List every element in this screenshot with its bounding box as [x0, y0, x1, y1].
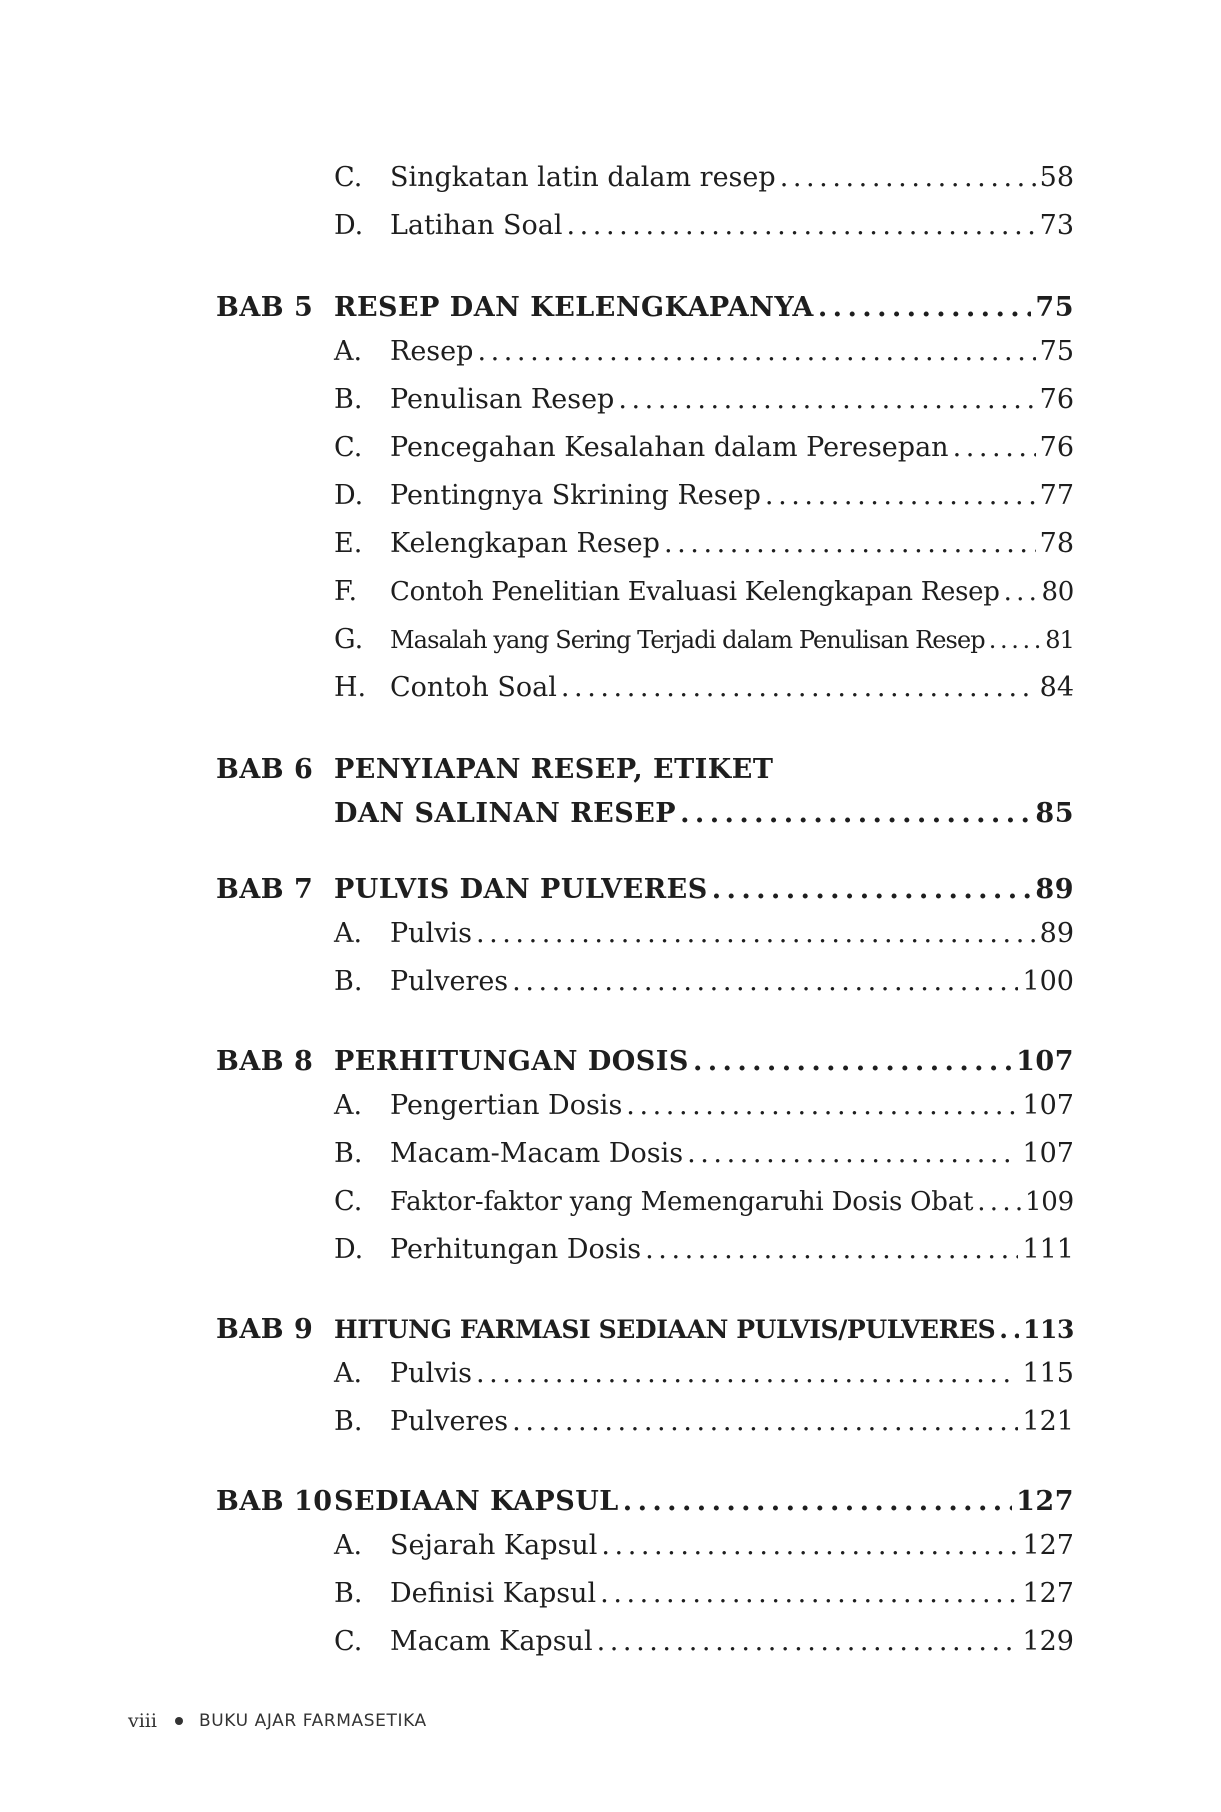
bullet-separator — [175, 1717, 183, 1725]
chapter-title: PERHITUNGAN DOSIS — [334, 1046, 689, 1077]
entry-page: 80 — [1041, 577, 1074, 607]
dot-leader — [645, 1230, 1018, 1270]
chapter-title-line1: PENYIAPAN RESEP, ETIKET — [334, 754, 774, 785]
entry-title: Resep — [390, 336, 474, 367]
chapter-page: 127 — [1016, 1486, 1074, 1517]
dot-leader — [712, 870, 1032, 910]
chapter-heading[interactable] — [0, 288, 1221, 328]
entry-page: 111 — [1022, 1234, 1074, 1265]
dot-leader — [765, 476, 1036, 516]
entry-title: Pulvis — [390, 918, 472, 949]
dot-leader — [1004, 572, 1038, 612]
chapter-page: 89 — [1035, 874, 1074, 905]
entry-page: 121 — [1022, 1406, 1074, 1437]
toc-entry[interactable] — [0, 428, 1221, 468]
entry-title: Faktor-faktor yang Memengaruhi Dosis Obat — [390, 1187, 974, 1217]
dot-leader — [680, 794, 1031, 834]
dot-leader — [512, 1402, 1018, 1442]
toc-entry[interactable] — [0, 572, 1221, 612]
entry-title: Macam Kapsul — [390, 1626, 593, 1657]
toc-entry[interactable] — [0, 206, 1221, 246]
dot-leader — [477, 332, 1035, 372]
chapter-title: SEDIAAN KAPSUL — [334, 1486, 619, 1517]
entry-letter: B. — [334, 384, 363, 415]
entry-page: 81 — [1045, 626, 1074, 654]
toc-entry[interactable] — [0, 1086, 1221, 1126]
toc-entry[interactable] — [0, 524, 1221, 564]
dot-leader — [626, 1086, 1018, 1126]
entry-letter: B. — [334, 1138, 363, 1169]
entry-page: 100 — [1022, 966, 1074, 997]
entry-page: 107 — [1022, 1138, 1074, 1169]
entry-title: Contoh Soal — [390, 672, 557, 703]
entry-title: Latihan Soal — [390, 210, 563, 241]
dot-leader — [953, 428, 1036, 468]
entry-page: 109 — [1024, 1187, 1074, 1217]
entry-letter: G. — [334, 624, 364, 655]
entry-title: Penulisan Resep — [390, 384, 615, 415]
entry-letter: A. — [334, 336, 363, 367]
entry-page: 89 — [1039, 918, 1074, 949]
chapter-label: BAB 5 — [216, 292, 314, 323]
chapter-title: PULVIS DAN PULVERES — [334, 874, 708, 905]
toc-entry[interactable] — [0, 1526, 1221, 1566]
entry-title: Kelengkapan Resep — [390, 528, 660, 559]
entry-title: Pulvis — [390, 1358, 472, 1389]
chapter-heading-continued[interactable] — [0, 794, 1221, 834]
entry-letter: A. — [334, 918, 363, 949]
book-title: BUKU AJAR FARMASETIKA — [198, 1711, 427, 1731]
entry-page: 76 — [1039, 384, 1074, 415]
dot-leader — [618, 380, 1035, 420]
entry-letter: E. — [334, 528, 363, 559]
entry-title: Contoh Penelitian Evaluasi Kelengkapan Resep — [390, 577, 1000, 607]
chapter-title: RESEP DAN KELENGKAPANYA — [334, 292, 814, 323]
dot-leader — [476, 914, 1036, 954]
dot-leader — [600, 1574, 1018, 1614]
toc-entry[interactable] — [0, 158, 1221, 198]
entry-letter: B. — [334, 966, 363, 997]
dot-leader — [687, 1134, 1018, 1174]
entry-page: 127 — [1022, 1578, 1074, 1609]
entry-letter: F. — [334, 576, 358, 607]
chapter-label: BAB 10 — [216, 1486, 333, 1517]
chapter-title-line2: DAN SALINAN RESEP — [334, 798, 677, 829]
toc-entry[interactable] — [0, 668, 1221, 708]
chapter-label: BAB 8 — [216, 1046, 314, 1077]
toc-entry[interactable] — [0, 1354, 1221, 1394]
toc-entry[interactable] — [0, 914, 1221, 954]
chapter-heading[interactable] — [0, 1042, 1221, 1082]
dot-leader — [818, 288, 1032, 328]
entry-title: Perhitungan Dosis — [390, 1234, 642, 1265]
toc-entry[interactable] — [0, 332, 1221, 372]
entry-page: 107 — [1022, 1090, 1074, 1121]
entry-letter: D. — [334, 1234, 364, 1265]
dot-leader — [512, 962, 1018, 1002]
entry-page: 115 — [1022, 1358, 1074, 1389]
toc-entry[interactable] — [0, 1574, 1221, 1614]
toc-entry[interactable] — [0, 1622, 1221, 1662]
entry-letter: A. — [334, 1530, 363, 1561]
entry-page: 127 — [1022, 1530, 1074, 1561]
toc-entry[interactable] — [0, 476, 1221, 516]
entry-letter: H. — [334, 672, 367, 703]
entry-page: 78 — [1039, 528, 1074, 559]
entry-letter: A. — [334, 1090, 363, 1121]
chapter-heading[interactable] — [0, 870, 1221, 910]
entry-letter: C. — [334, 162, 363, 193]
entry-page: 77 — [1039, 480, 1074, 511]
entry-letter: B. — [334, 1578, 363, 1609]
entry-letter: C. — [334, 1186, 363, 1217]
entry-page: 84 — [1039, 672, 1074, 703]
entry-page: 76 — [1039, 432, 1074, 463]
toc-entry[interactable] — [0, 380, 1221, 420]
chapter-label: BAB 9 — [216, 1314, 314, 1345]
dot-leader — [977, 1182, 1021, 1222]
chapter-page: 113 — [1023, 1315, 1074, 1344]
dot-leader — [561, 668, 1036, 708]
dot-leader — [476, 1354, 1019, 1394]
entry-letter: B. — [334, 1406, 363, 1437]
toc-entry[interactable] — [0, 1134, 1221, 1174]
entry-letter: C. — [334, 1626, 363, 1657]
entry-title: Pencegahan Kesalahan dalam Peresepan — [390, 432, 949, 463]
dot-leader — [693, 1042, 1012, 1082]
entry-page: 75 — [1039, 336, 1074, 367]
chapter-heading[interactable] — [0, 1310, 1221, 1350]
entry-page: 73 — [1039, 210, 1074, 241]
entry-title: Pengertian Dosis — [390, 1090, 623, 1121]
entry-title: Pentingnya Skrining Resep — [390, 480, 761, 511]
chapter-heading[interactable] — [0, 1482, 1221, 1522]
entry-title: Definisi Kapsul — [390, 1578, 597, 1609]
dot-leader — [597, 1622, 1019, 1662]
toc-entry[interactable] — [0, 1230, 1221, 1270]
page-footer — [128, 1706, 427, 1736]
chapter-page: 107 — [1016, 1046, 1074, 1077]
chapter-title: HITUNG FARMASI SEDIAAN PULVIS/PULVERES — [334, 1315, 996, 1344]
dot-leader — [623, 1482, 1012, 1522]
entry-letter: D. — [334, 210, 364, 241]
entry-title: Pulveres — [390, 966, 509, 997]
chapter-label: BAB 6 — [216, 754, 314, 785]
chapter-heading[interactable] — [0, 750, 1221, 790]
entry-title: Singkatan latin dalam resep — [390, 162, 776, 193]
dot-leader — [780, 158, 1036, 198]
dot-leader — [999, 1310, 1019, 1350]
entry-page: 58 — [1039, 162, 1074, 193]
entry-letter: C. — [334, 432, 363, 463]
dot-leader — [989, 620, 1042, 660]
toc-entry[interactable] — [0, 620, 1221, 660]
entry-title: Pulveres — [390, 1406, 509, 1437]
dot-leader — [664, 524, 1036, 564]
entry-page: 129 — [1022, 1626, 1074, 1657]
dot-leader — [566, 206, 1035, 246]
toc-entry[interactable] — [0, 1182, 1221, 1222]
entry-letter: A. — [334, 1358, 363, 1389]
toc-entry[interactable] — [0, 1402, 1221, 1442]
toc-entry[interactable] — [0, 962, 1221, 1002]
entry-title: Sejarah Kapsul — [390, 1530, 598, 1561]
chapter-page: 75 — [1035, 292, 1074, 323]
entry-letter: D. — [334, 480, 364, 511]
entry-title: Macam-Macam Dosis — [390, 1138, 684, 1169]
entry-title: Masalah yang Sering Terjadi dalam Penulisan Resep — [390, 626, 985, 654]
chapter-page: 85 — [1035, 798, 1074, 829]
dot-leader — [601, 1526, 1018, 1566]
page-number: viii — [128, 1710, 157, 1732]
chapter-label: BAB 7 — [216, 874, 314, 905]
